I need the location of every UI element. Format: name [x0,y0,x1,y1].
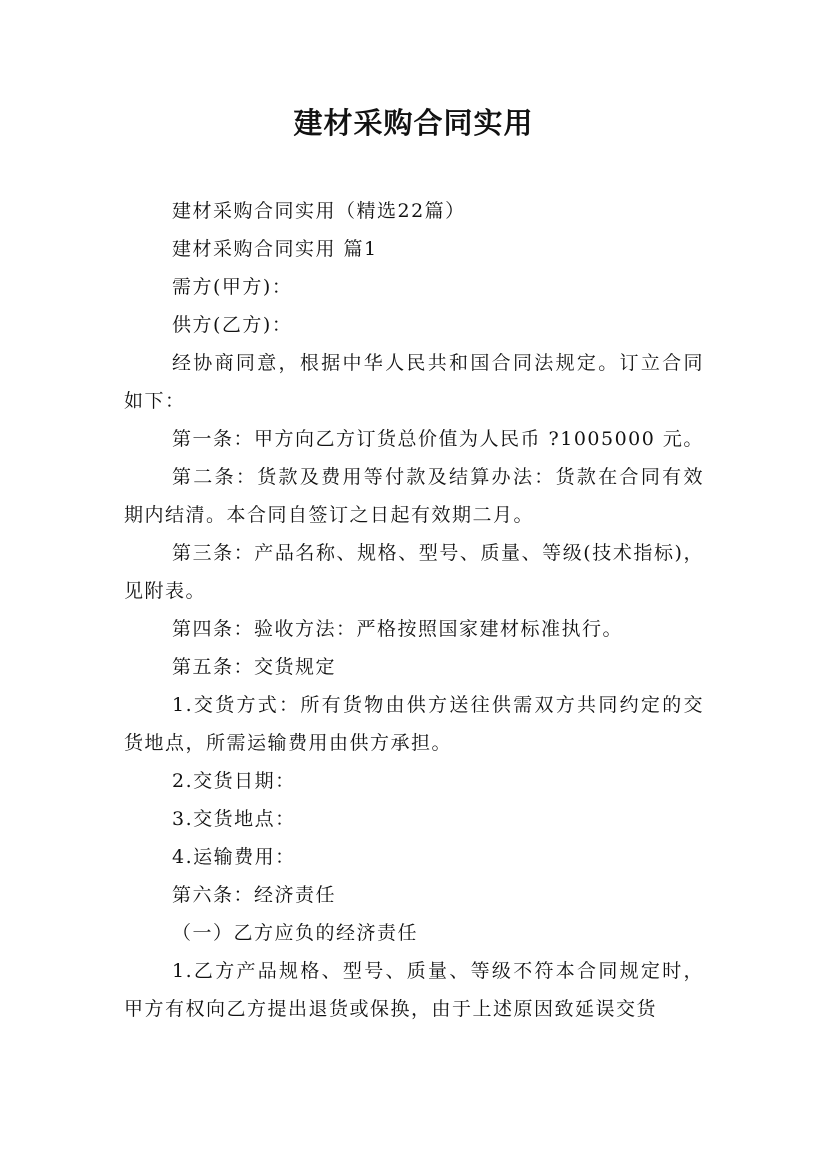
paragraph-supplier: 供方(乙方)： [172,314,293,336]
paragraph-delivery-date: 2.交货日期： [172,770,296,792]
paragraph-liability-item-1: 1.乙方产品规格、型号、质量、等级不符本合同规定时，甲方有权向乙方提出退货或保换，由于上述原因致延误交货 [124,960,704,1020]
paragraph-article-6: 第六条：经济责任 [172,884,337,906]
paragraph-article-4: 第四条：验收方法：严格按照国家建材标准执行。 [172,618,624,640]
paragraph-delivery-location: 3.交货地点： [172,808,296,830]
paragraph-subtitle: 建材采购合同实用（精选22篇） [172,200,466,222]
document-body [124,192,704,1028]
paragraph-supplier-liability: （一）乙方应负的经济责任 [172,922,419,944]
paragraph-article-2: 第二条：货款及费用等付款及结算办法：货款在合同有效期内结清。本合同自签订之日起有效期二月。 [124,466,704,526]
paragraph-delivery-method: 1.交货方式：所有货物由供方送往供需双方共同约定的交货地点，所需运输费用由供方承担。 [124,694,704,754]
paragraph-article-1: 第一条：甲方向乙方订货总价值为人民币 ?1005000 元。 [172,428,704,450]
paragraph-agreement-intro: 经协商同意，根据中华人民共和国合同法规定。订立合同如下： [124,352,704,412]
paragraph-article-3: 第三条：产品名称、规格、型号、质量、等级(技术指标)，见附表。 [124,542,704,602]
paragraph-article-5: 第五条：交货规定 [172,656,337,678]
document-title: 建材采购合同实用 [293,106,534,140]
paragraph-section-heading: 建材采购合同实用 篇1 [172,238,378,260]
paragraph-buyer: 需方(甲方)： [172,276,293,298]
paragraph-transport-cost: 4.运输费用： [172,846,296,868]
